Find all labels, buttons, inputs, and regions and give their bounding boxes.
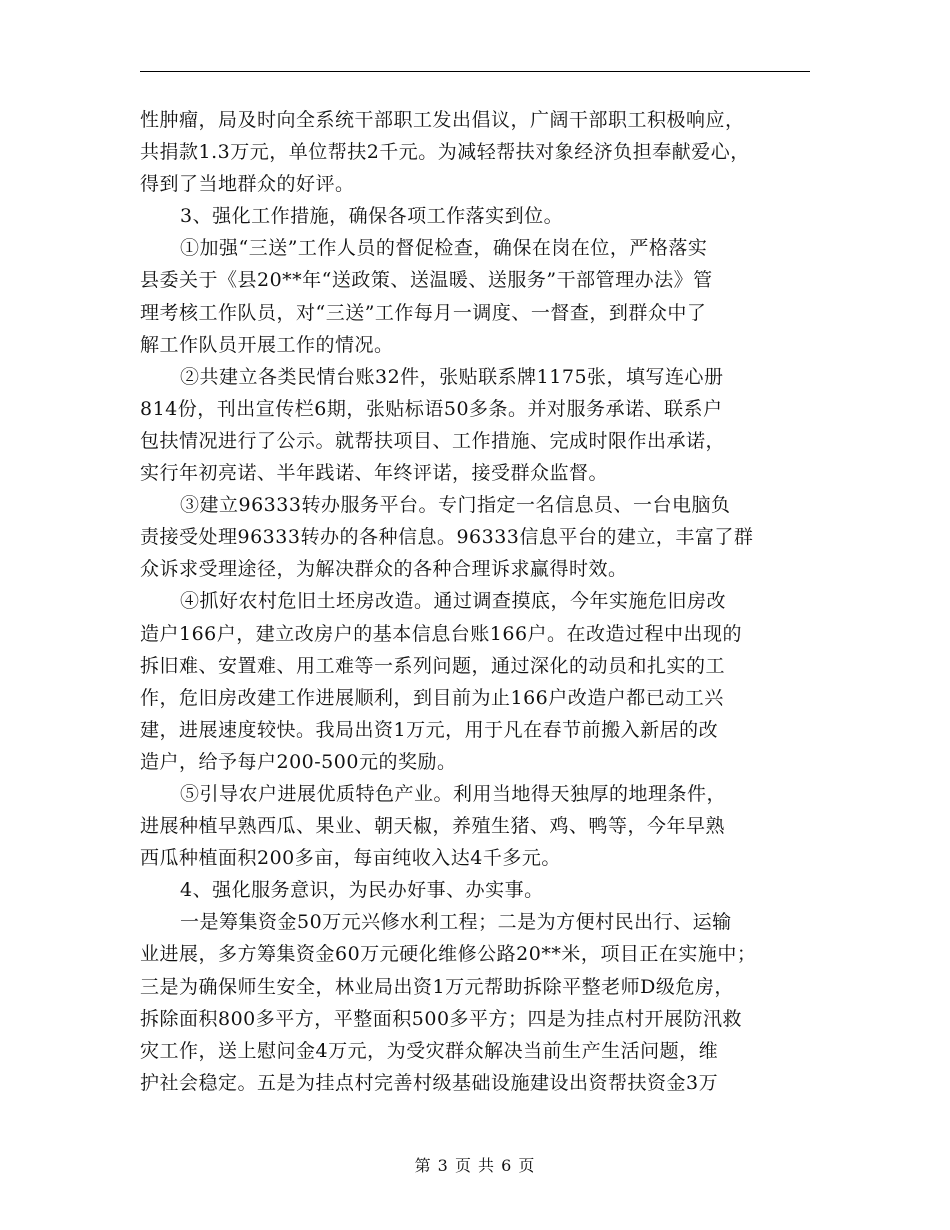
text-line: ②共建立各类民情台账32件，张贴联系牌1175张，填写连心册 xyxy=(180,365,724,388)
text-line: 实行年初亮诺、半年践诺、年终评诺，接受群众监督。 xyxy=(140,462,609,485)
text-line: 共捐款1.3万元，单位帮扶2千元。为减轻帮扶对象经济负担奉献爱心， xyxy=(140,141,750,164)
text-line: 理考核工作队员，对“三送”工作每月一调度、一督查，到群众中了 xyxy=(140,301,707,324)
document-body xyxy=(140,104,820,1099)
text-line: 县委关于《县20**年“送政策、送温暖、送服务”干部管理办法》管 xyxy=(140,269,713,292)
text-line: 814份，刊出宣传栏6期，张贴标语50多条。并对服务承诺、联系户 xyxy=(140,397,723,420)
text-line: ③建立96333转办服务平台。专门指定一名信息员、一台电脑负 xyxy=(180,494,731,517)
text-line: 众诉求受理途径，为解决群众的各种合理诉求赢得时效。 xyxy=(140,558,628,581)
text-line: ①加强“三送”工作人员的督促检查，确保在岗在位，严格落实 xyxy=(180,237,708,260)
text-line: 包扶情况进行了公示。就帮扶项目、工作措施、完成时限作出承诺， xyxy=(140,429,726,452)
text-line: 进展种植早熟西瓜、果业、朝天椒，养殖生猪、鸡、鸭等，今年早熟 xyxy=(140,815,726,838)
text-line: ⑤引导农户进展优质特色产业。利用当地得天独厚的地理条件， xyxy=(180,782,727,805)
text-line: 得到了当地群众的好评。 xyxy=(140,173,355,196)
text-line: 4、强化服务意识，为民办好事、办实事。 xyxy=(180,879,544,902)
text-line: 西瓜种植面积200多亩，每亩纯收入达4千多元。 xyxy=(140,847,561,870)
text-line: 造户，给予每户200-500元的奖励。 xyxy=(140,750,457,773)
text-line: 三是为确保师生安全，林业局出资1万元帮助拆除平整老师D级危房， xyxy=(140,975,734,998)
text-line: 作，危旧房改建工作进展顺利，到目前为止166户改造户都已动工兴 xyxy=(140,686,724,709)
text-line: 业进展，多方筹集资金60万元硬化维修公路20**米，项目正在实施中； xyxy=(140,943,757,966)
text-line: 灾工作，送上慰问金4万元，为受灾群众解决当前生产生活问题，维 xyxy=(140,1039,719,1062)
text-line: 造户166户，建立改房户的基本信息台账166户。在改造过程中出现的 xyxy=(140,622,743,645)
text-line: ④抓好农村危旧土坯房改造。通过调查摸底，今年实施危旧房改 xyxy=(180,590,727,613)
text-line: 拆旧难、安置难、用工难等一系列问题，通过深化的动员和扎实的工 xyxy=(140,654,726,677)
text-line: 一是筹集资金50万元兴修水利工程；二是为方便村民出行、运输 xyxy=(180,911,732,934)
text-line: 责接受处理96333转办的各种信息。96333信息平台的建立，丰富了群 xyxy=(140,526,754,549)
page-number: 第 3 页 共 6 页 xyxy=(414,1156,536,1175)
header-rule xyxy=(140,71,810,72)
text-line: 建，进展速度较快。我局出资1万元，用于凡在春节前搬入新居的改 xyxy=(140,718,719,741)
text-line: 护社会稳定。五是为挂点村完善村级基础设施建设出资帮扶资金3万 xyxy=(140,1071,719,1094)
text-line: 拆除面积800多平方，平整面积500多平方；四是为挂点村开展防汛救 xyxy=(140,1007,743,1030)
text-line: 解工作队员开展工作的情况。 xyxy=(140,333,394,356)
text-line: 性肿瘤，局及时向全系统干部职工发出倡议，广阔干部职工积极响应， xyxy=(140,109,745,131)
text-line: 3、强化工作措施，确保各项工作落实到位。 xyxy=(180,205,564,228)
